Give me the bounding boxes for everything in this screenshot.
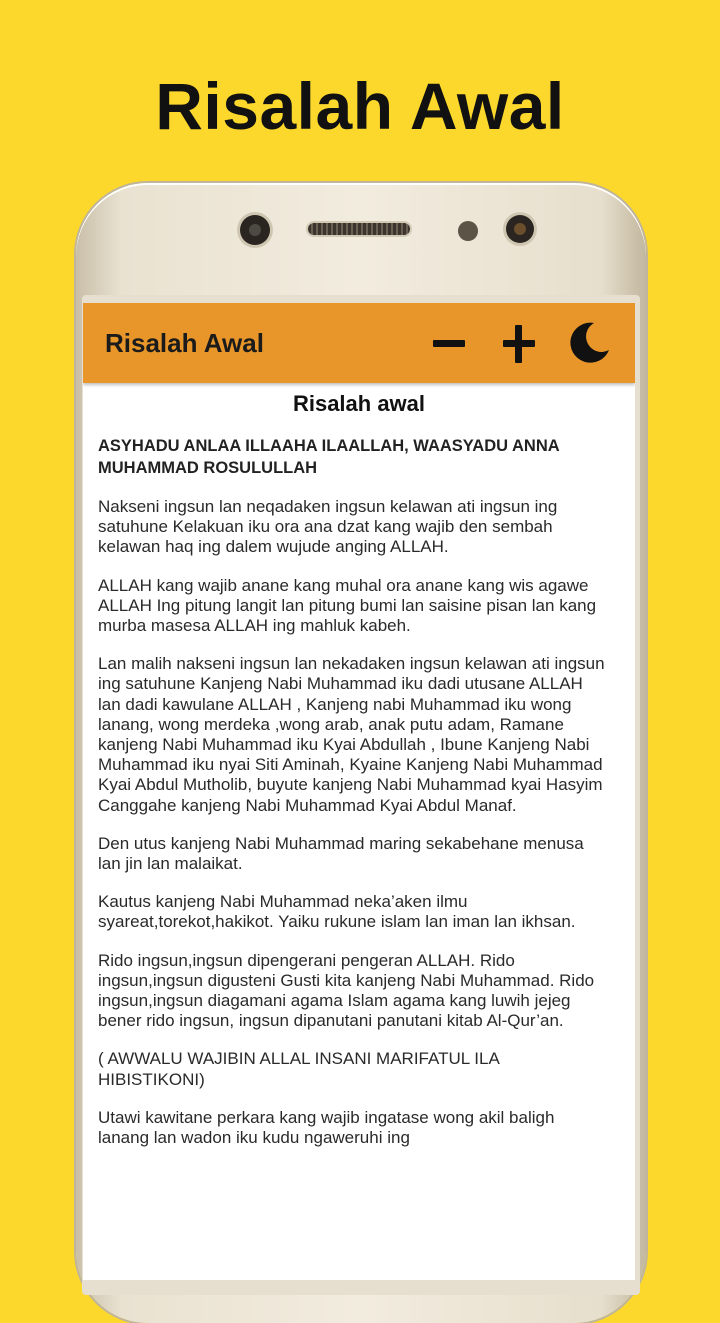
minus-icon [433, 340, 465, 347]
app-screen [83, 303, 635, 1280]
paragraph: Kautus kanjeng Nabi Muhammad neka’aken ilmu syareat,torekot,hakikot. Yaiku rukune islam lan iman lan ikhsan. [98, 892, 576, 932]
front-camera-icon [240, 215, 270, 245]
earpiece-speaker [308, 223, 410, 235]
paragraph: Lan malih nakseni ingsun lan nekadaken ingsun kelawan ati ingsun ing satuhune Kanjeng Nabi Muhammad iku dadi utusane ALLAH lan dadi kawulane ALLAH , Kanjeng nabi Muhammad iku wong lanang, wong merdeka ,wong arab, anak putu adam, Ramane kanjeng Nabi Muhammad iku Kyai Abdullah , Ibune Kanjeng Nabi Muhammad iku nyai Siti Aminah, Kyaine Kanjeng Nabi Muhammad Kyai Abdul Mutholib, buyute kanjeng Nabi Muhammad kyai Hasyim Canggahe kanjeng Nabi Muhammad Kyai Abdul Manaf. [98, 654, 605, 815]
increase-font-button[interactable] [497, 321, 541, 365]
paragraph: Nakseni ingsun lan neqadaken ingsun kelawan ati ingsun ing satuhune Kelakuan iku ora ana dzat kang wajib den sembah kelawan haq ing dalem wujude anging ALLAH. [98, 497, 558, 557]
document-title: Risalah awal [292, 391, 426, 416]
paragraph: Utawi kawitane perkara kang wajib ingatase wong akil baligh lanang lan wadon iku kudu ngaweruhi ing [98, 1107, 555, 1148]
paragraph: ALLAH kang wajib anane kang muhal ora anane kang wis agawe ALLAH Ing pitung langit lan pitung bumi lan saisine pisan lan kang murba masesa ALLAH ing mahluk kabeh. [98, 575, 597, 636]
app-bar [83, 303, 635, 383]
paragraph: Rido ingsun,ingsun dipengerani pengeran ALLAH. Rido ingsun,ingsun digusteni Gusti kita kanjeng Nabi Muhammad. Rido ingsun,ingsun diagamani agama Islam agama kang luwih jejeg bener rido ingsun, ingsun dipanutani panutani kitab Al-Qur’an. [98, 950, 595, 1031]
secondary-camera-icon [506, 215, 534, 243]
decrease-font-button[interactable] [427, 321, 471, 365]
promo-title: Risalah Awal [155, 69, 565, 143]
paragraph: Den utus kanjeng Nabi Muhammad maring sekabehane menusa lan jin lan malaikat. [98, 833, 584, 874]
proximity-sensor [458, 221, 478, 241]
paragraph: ( AWWALU WAJIBIN ALLAL INSANI MARIFATUL ILA HIBISTIKONI) [98, 1049, 499, 1089]
moon-icon [565, 319, 613, 367]
document-heading: ASYHADU ANLAA ILLAAHA ILAALLAH, WAASYADU ANNA MUHAMMAD ROSULULLAH [98, 437, 560, 477]
app-bar-title: Risalah Awal [105, 328, 264, 358]
night-mode-button[interactable] [565, 319, 613, 367]
document-content[interactable] [83, 383, 635, 1280]
